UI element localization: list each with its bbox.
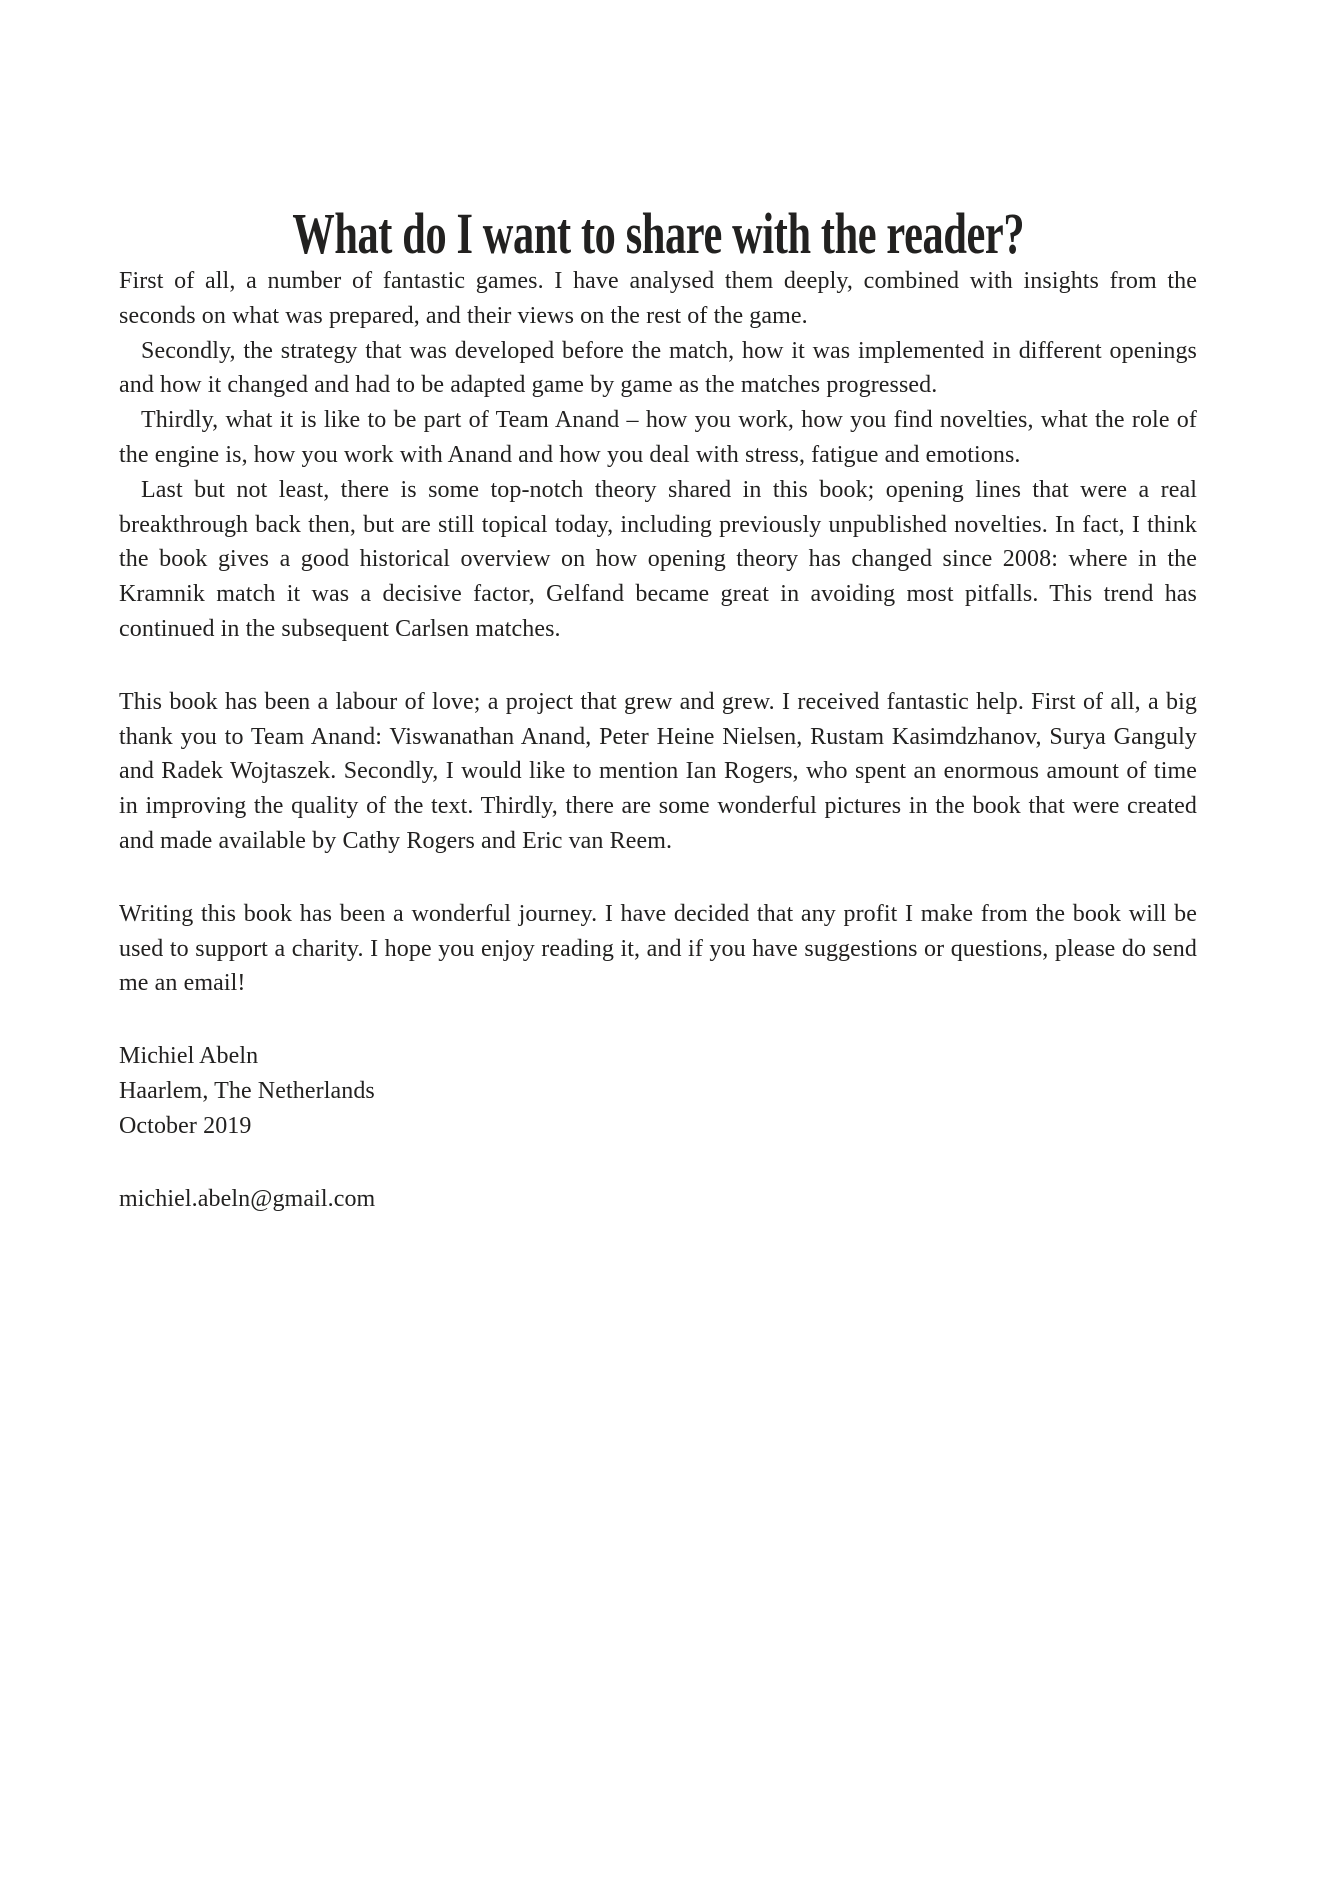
signature-name: Michiel Abeln [119,1043,259,1070]
paragraph-secondly: Secondly, the strategy that was developed before the match, how it was implemented in different openings and how it changed and had to be adapted game by game as the matches progressed. [119,337,1197,399]
signature-location: Haarlem, The Netherlands [119,1077,375,1104]
signature-email: michiel.abeln@gmail.com [119,1185,376,1212]
page-title-text: What do I want to share with the reader? [292,200,1024,266]
paragraph-thirdly: Thirdly, what it is like to be part of Team Anand – how you work, how you find novelties, what the role of the engine is, how you work with Anand and how you deal with stress, fatigue and emotions. [119,407,1197,468]
signature-date: October 2019 [119,1112,252,1139]
paragraph-wonderful-journey: Writing this book has been a wonderful journey. I have decided that any profit I make from the book will be used to support a charity. I hope you enjoy reading it, and if you have suggestions or questions, please do send me an email! [119,900,1197,997]
page-body [119,264,1197,1216]
signature-block [119,1039,1197,1143]
paragraph-first-of-all: First of all, a number of fantastic games. I have analysed them deeply, combined with insights from the seconds on what was prepared, and their views on the rest of the game. [119,268,1197,329]
paragraph-labour-of-love: This book has been a labour of love; a project that grew and grew. I received fantastic help. First of all, a big thank you to Team Anand: Viswanathan Anand, Peter Heine Nielsen, Rustam Kasimdzhanov, Surya Ganguly and Radek Wojtaszek. Secondly, I would like to mention Ian Rogers, who spent an enormous amount of time in improving the quality of the text. Thirdly, there are some wonderful pictures in the book that were created and made available by Cathy Rogers and Eric van Reem. [119,688,1197,854]
paragraph-last-but-not-least: Last but not least, there is some top-notch theory shared in this book; opening lines that were a real breakthrough back then, but are still topical today, including previously unpublished novelties. In fact, I think the book gives a good historical overview on how opening theory has changed since 2008: where in the Kramnik match it was a decisive factor, Gelfand became great in avoiding most pitfalls. This trend has continued in the subsequent Carlsen matches. [119,476,1197,642]
page-title [119,200,1197,266]
